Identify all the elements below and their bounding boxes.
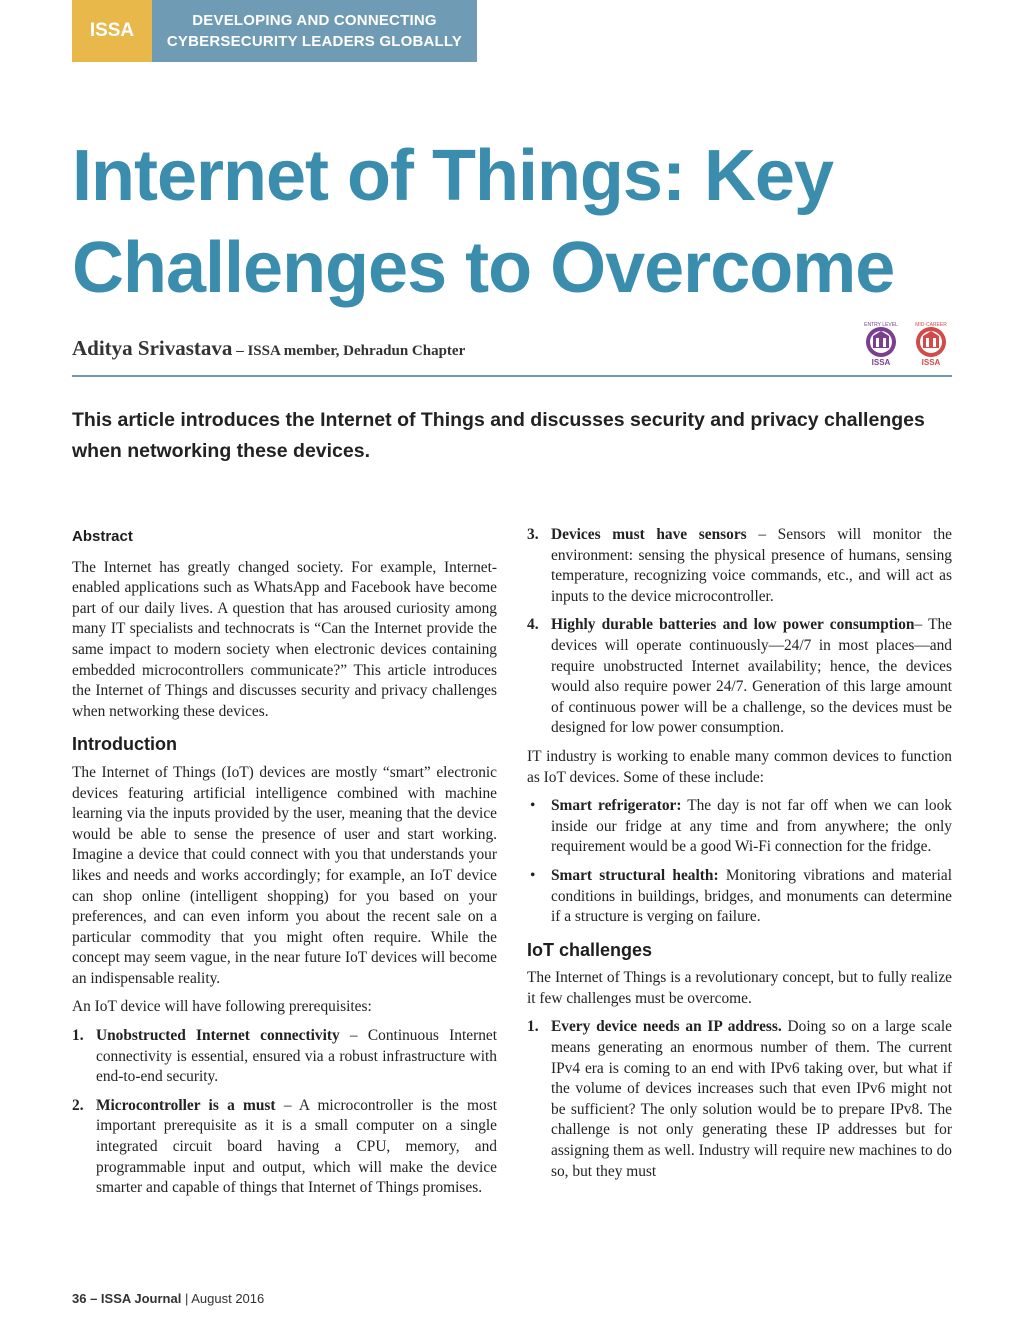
list-item-text: Monitoring vibrations and material conditions in buildings, bridges, and monuments can determine if a structure is verging on failure. <box>551 866 952 926</box>
author-affiliation: – ISSA member, Dehradun Chapter <box>232 343 466 359</box>
entry-level-badge-icon <box>864 322 898 367</box>
right-column <box>527 525 952 1190</box>
list-item <box>527 866 952 928</box>
list-item-number: 2. <box>72 1096 84 1114</box>
author-name: Aditya Srivastava <box>72 336 233 360</box>
list-item-text: – Sensors will monitor the environment: sensing the physical presence of humans, sensing temperature, recognizing voice commands, etc., and will act as inputs to the device microcontroller. <box>551 526 952 605</box>
introduction-heading: Introduction <box>72 734 177 755</box>
bullet-icon: • <box>530 866 536 884</box>
iot-challenges-intro: The Internet of Things is a revolutionary concept, but to fully realize it few challenges must be overcome. <box>527 969 952 1007</box>
title-divider <box>72 375 952 377</box>
tagline-line-1: DEVELOPING AND CONNECTING <box>192 12 437 29</box>
entry-level-label: ENTRY LEVEL <box>864 322 898 328</box>
prerequisites-list-part-2 <box>527 525 952 739</box>
title-line-1: Internet of Things: Key <box>72 136 834 216</box>
abstract-heading: Abstract <box>72 528 133 545</box>
article-lead: This article introduces the Internet of Things and discusses security and privacy challenges when networking these devices. <box>72 409 925 462</box>
mid-career-brand: ISSA <box>921 358 941 367</box>
list-item <box>527 1017 952 1182</box>
list-item-number: 1. <box>72 1027 84 1045</box>
level-badges-svg <box>862 320 952 370</box>
introduction-paragraph-1: The Internet of Things (IoT) devices are mostly “smart” electronic devices featuring artificial intelligence combined with machine learning via the inputs provided by the user, meaning that the device would be able to sense the presence of user and start working. Imagine a device that could connect with you that understands your likes and needs and works accordingly; for example, an IoT device can shop online (intelligent shopping) for you based on your preferences, and can even inform you about the recent sale on a particular commodity that you might often require. While the concept may seem vague, in the near future IoT devices will become an indispensable reality. <box>72 763 497 987</box>
list-item <box>527 615 952 739</box>
footer-separator: | <box>181 1291 192 1306</box>
mid-career-badge-icon <box>915 322 947 367</box>
article-title <box>72 130 942 314</box>
list-item <box>527 796 952 858</box>
issa-tag: ISSA <box>72 0 152 62</box>
footer-date: August 2016 <box>191 1291 265 1306</box>
list-item-bold: Every device needs an IP address. <box>551 1018 782 1036</box>
left-column <box>72 527 497 1207</box>
title-line-2: Challenges to Overcome <box>72 228 895 308</box>
mid-career-label: MID-CAREER <box>915 322 947 328</box>
tagline-line-2: CYBERSECURITY LEADERS GLOBALLY <box>166 33 463 50</box>
list-item <box>527 525 952 607</box>
footer-page-label: 36 – ISSA Journal <box>72 1291 182 1306</box>
iot-challenges-heading: IoT challenges <box>527 939 653 960</box>
list-item-number: 4. <box>527 616 539 634</box>
challenges-list <box>527 1017 952 1182</box>
industry-paragraph: IT industry is working to enable many common devices to function as IoT devices. Some of these include: <box>527 747 952 786</box>
list-item-bold: Smart structural health: <box>551 866 719 884</box>
list-item-text: – Continuous Internet connectivity is essential, ensured via a robust infrastructure with end-to-end security. <box>96 1027 497 1086</box>
list-item <box>72 1026 497 1088</box>
list-item-bold: Highly durable batteries and low power consumption <box>551 616 915 634</box>
introduction-paragraph-2: An IoT device will have following prerequisites: <box>72 998 372 1016</box>
list-item-bold: Microcontroller is a must <box>96 1096 276 1114</box>
page-footer <box>72 1291 264 1306</box>
smart-devices-list <box>527 796 952 928</box>
prerequisites-list-part-1 <box>72 1026 497 1199</box>
tagline <box>152 0 477 62</box>
header-band <box>72 0 477 62</box>
list-item <box>72 1096 497 1199</box>
list-item-number: 1. <box>527 1018 539 1036</box>
list-item-text: Doing so on a large scale means generating an enormous number of them. The current IPv4 era is coming to an end with IPv6 taking over, but what if the volume of devices increases such that even IPv6 might not be sufficient? The only solution would be to prepare IPv8. The challenge is not only generating these IP addresses but for assigning them as well. Industry will require new machines to do so, but they must <box>551 1018 952 1180</box>
bullet-icon: • <box>530 797 536 815</box>
byline <box>72 336 465 361</box>
level-badges <box>862 320 952 370</box>
list-item-bold: Smart refrigerator: <box>551 797 682 815</box>
entry-level-brand: ISSA <box>871 358 891 367</box>
list-item-bold: Unobstructed Internet connectivity <box>96 1027 340 1045</box>
list-item-text: – A microcontroller is the most important prerequisite as it is a small computer on a single integrated circuit board having a CPU, memory, and programmable input and output, which will make the device smarter and capable of things that Internet of Things promises. <box>96 1096 497 1197</box>
abstract-text: The Internet has greatly changed society. For example, Internet-enabled applications such as WhatsApp and Facebook have become part of our daily lives. A question that has aroused curiosity among many IT specialists and technocrats is “Can the Internet provide the same impact to modern society when electronic devices containing embedded microcontrollers communicate?” This article introduces the Internet of Things and discusses security and privacy challenges when networking these devices. <box>72 558 497 720</box>
list-item-bold: Devices must have sensors <box>551 526 747 543</box>
list-item-text: – The devices will operate continuously—24/7 in most places—and require unobstructed Internet availability; hence, the devices would also require power 24/7. Generation of this large amount of continuous power will be a challenge, so the devices must be designed for low power consumption. <box>551 616 952 737</box>
list-item-text: The day is not far off when we can look inside our fridge at any time and from anywhere; the only requirement would be a good Wi-Fi connection for the fridge. <box>551 797 953 856</box>
list-item-number: 3. <box>527 526 539 543</box>
